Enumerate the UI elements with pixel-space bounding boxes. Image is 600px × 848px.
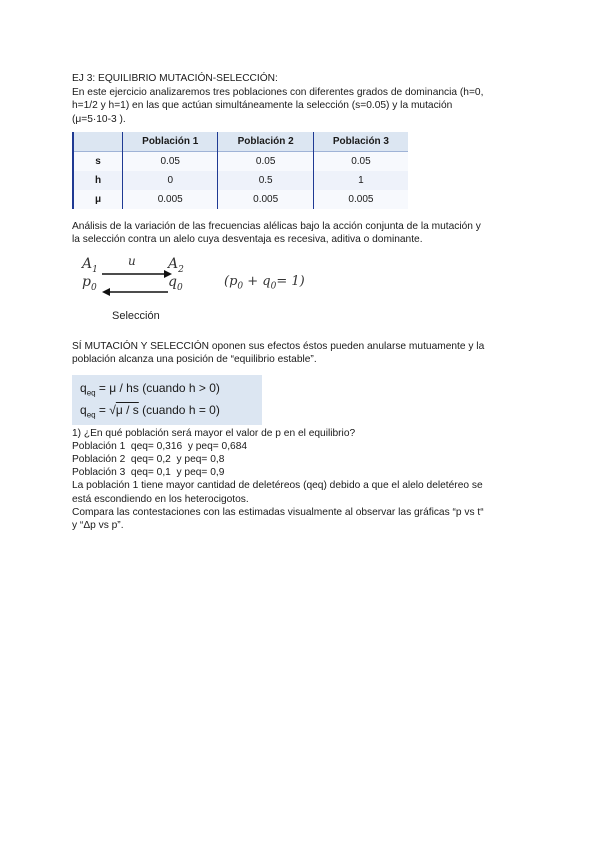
question-line: 1) ¿En qué población será mayor el valor de p en el equilibrio? xyxy=(72,427,356,439)
intro-line: (μ=5·10-3 ). xyxy=(72,113,126,125)
allele-a1-label: $A_1$ xyxy=(82,256,98,276)
table-row-s xyxy=(73,151,408,171)
table-cell: 0 xyxy=(123,171,218,190)
mutation-rate-label: u xyxy=(128,254,136,269)
formula-h-zero: $q_{eq} = √\mu / s$ (cuando h = 0) xyxy=(80,402,220,420)
intro-line: h=1/2 y h=1) en las que actúan simultáneamente la selección (s=0.05) y la mutación xyxy=(72,100,453,112)
selection-label: Selección xyxy=(112,310,160,323)
row-label: μ xyxy=(73,190,123,209)
equilibrium-formulas xyxy=(72,375,262,425)
mutation-selection-diagram xyxy=(72,256,528,332)
row-label: s xyxy=(73,151,123,171)
row-label: h xyxy=(73,171,123,190)
table-cell: 0.005 xyxy=(218,190,313,209)
freq-p0-label: $p_0$ xyxy=(82,274,97,294)
analysis-line: Análisis de la variación de las frecuencias alélicas bajo la acción conjunta de la mutación y xyxy=(72,220,481,232)
diagram-arrows xyxy=(100,262,200,312)
intro-line: En este ejercicio analizaremos tres poblaciones con diferentes grados de dominancia (h=0, xyxy=(72,87,484,99)
document-page xyxy=(72,72,528,532)
table-cell: 0.05 xyxy=(123,151,218,171)
table-cell: 1 xyxy=(313,171,408,190)
frequency-sum-equation: $(p_0 + q_0= 1)$ xyxy=(224,274,305,292)
answers-section xyxy=(72,427,528,533)
table-header-row xyxy=(73,132,408,152)
table-header-empty xyxy=(73,132,123,152)
answer-line: Compara las contestaciones con las estimadas visualmente al observar las gráficas “p vs t“ xyxy=(72,506,484,518)
mutsel-line: SÍ MUTACIÓN Y SELECCIÓN oponen sus efectos éstos pueden anularse mutuamente y la xyxy=(72,341,485,353)
allele-a2-label: $A_2$ xyxy=(168,256,184,276)
analysis-paragraph xyxy=(72,220,528,246)
freq-q0-label: $q_0$ xyxy=(168,274,183,294)
intro-paragraph xyxy=(72,86,528,126)
table-row-mu xyxy=(73,190,408,209)
table-cell: 0.005 xyxy=(313,190,408,209)
answer-line: y “Δp vs p”. xyxy=(72,520,124,532)
answer-line: Población 1 qeq= 0,316 y peq= 0,684 xyxy=(72,440,248,452)
mutsel-line: población alcanza una posición de “equilibrio estable”. xyxy=(72,354,317,366)
analysis-line: la selección contra un alelo cuya desventaja es recesiva, aditiva o dominante. xyxy=(72,234,423,246)
answer-line: está escondiendo en los heterocigotos. xyxy=(72,493,249,505)
formula-h-positive: $q_{eq} = \mu$ / hs (cuando h > 0) xyxy=(80,380,220,398)
table-cell: 0.05 xyxy=(218,151,313,171)
table-header-population-1: Población 1 xyxy=(123,132,218,152)
answer-line: La población 1 tiene mayor cantidad de deletéreos (qeq) debido a que el alelo deletéreo se xyxy=(72,480,483,492)
table-cell: 0.5 xyxy=(218,171,313,190)
answer-line: Población 2 qeq= 0,2 y peq= 0,8 xyxy=(72,454,225,466)
table-cell: 0.005 xyxy=(123,190,218,209)
table-cell: 0.05 xyxy=(313,151,408,171)
mutation-selection-paragraph xyxy=(72,340,528,366)
table-row-h xyxy=(73,171,408,190)
table-header-population-2: Población 2 xyxy=(218,132,313,152)
answer-line: Población 3 qeq= 0,1 y peq= 0,9 xyxy=(72,467,225,479)
mutation-arrowhead-icon xyxy=(164,270,172,278)
exercise-title: EJ 3: EQUILIBRIO MUTACIÓN-SELECCIÓN: xyxy=(72,73,278,84)
table-header-population-3: Población 3 xyxy=(313,132,408,152)
selection-arrowhead-icon xyxy=(102,288,110,296)
parameters-table xyxy=(72,132,408,209)
